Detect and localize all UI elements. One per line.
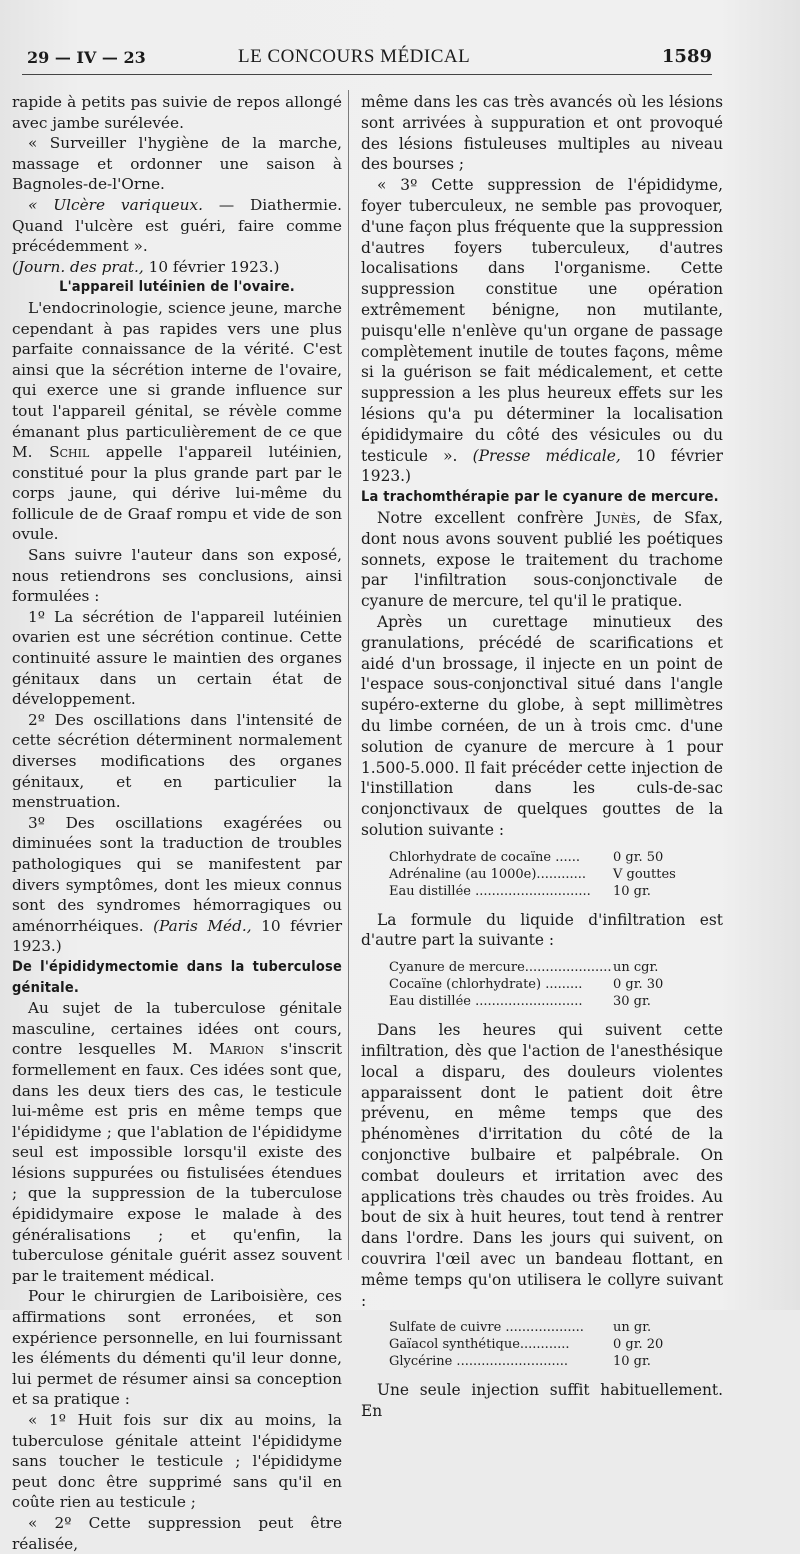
ingredient: Gaïacol synthétique............ [389, 1337, 570, 1353]
paragraph: Après un curettage minutieux des granulations, précédé de scarifications et aidé d'un brossage, il injecte en un point de l'espace sous-conjonctival situé dans l'angle supéro-externe du globe, à sept millimètres du limbe cornéen, de un à trois cmc. d'une solution de cyanure de mercure à 1 pour 1.500-5.000. Il fait précéder cette injection de l'instillation dans les culs-de-sac conjonctivaux de quelques gouttes de la solution suivante : [361, 612, 723, 839]
paragraph [12, 998, 342, 1286]
paragraph: « Surveiller l'hygiène de la marche, massage et ordonner une saison à Bagnoles-de-l'Orne. [12, 134, 342, 194]
paragraph: rapide à petits pas suivie de repos allongé avec jambe surélevée. [12, 93, 342, 132]
formula-row [389, 1319, 699, 1336]
source: (Presse médicale, [472, 446, 621, 465]
paragraph-text: appelle l'appareil lutéinien, constitué pour la plus grande part par le corps jaune, qui dérive lui-même du follicule de de Graaf rompu et vide de son ovule. [12, 443, 342, 544]
ingredient: Cyanure de mercure..................... [389, 960, 612, 976]
paragraph: Sans suivre l'auteur dans son exposé, nous retiendrons ses conclusions, ainsi formulées : [12, 546, 342, 606]
author-name: Schil [49, 443, 90, 462]
prescription-formula-3 [389, 1319, 699, 1370]
issue-date: 29 — IV — 23 [27, 48, 146, 67]
quantity: 10 gr. [613, 883, 651, 899]
paragraph [361, 508, 723, 612]
quantity: 0 gr. 50 [613, 849, 664, 865]
date: 10 février 1923.) [361, 446, 723, 486]
left-column [12, 92, 342, 1554]
formula-row [389, 1336, 699, 1353]
italic-label: « Ulcère variqueux. [28, 195, 203, 214]
section-heading: L'appareil lutéinien de l'ovaire. [59, 279, 295, 296]
paragraph [12, 195, 342, 257]
quantity: un gr. [613, 1320, 652, 1336]
formula-row [389, 1353, 699, 1370]
formula-row [389, 866, 699, 883]
quantity: 30 gr. [613, 994, 651, 1010]
prescription-formula-1 [389, 849, 699, 900]
formula-row [389, 849, 699, 866]
quantity: 0 gr. 30 [613, 977, 664, 993]
paragraph: Pour le chirurgien de Lariboisière, ces affirmations sont erronées, et son expérience personnelle, en lui fournissant les éléments du démenti qu'il leur donne, lui permet de résumer ainsi sa conception et sa pratique : [12, 1287, 342, 1409]
paragraph-text: , de Sfax, dont nous avons souvent publié les poétiques sonnets, expose le traitement du trachome par l'infiltration sous-conjonctivale de cyanure de mercure, tel qu'il le pratique. [361, 508, 723, 611]
ingredient: Chlorhydrate de cocaïne ...... [389, 849, 581, 865]
column-divider [348, 90, 349, 1260]
paragraph-text: Au sujet de la tuberculose génitale masculine, certaines idées ont cours, contre lesquelles M. [12, 999, 342, 1059]
paragraph [12, 298, 342, 545]
page-number: 1589 [661, 46, 712, 67]
reference [12, 257, 342, 278]
date: 10 février 1923.) [143, 257, 280, 276]
paragraph-text: — Diathermie. Quand l'ulcère est guéri, faire comme précédemment ». [12, 195, 342, 256]
journal-title: LE CONCOURS MÉDICAL [238, 46, 471, 67]
ingredient: Sulfate de cuivre ................... [389, 1320, 584, 1336]
conclusion-item: 1º La sécrétion de l'appareil lutéinien ovarien est une sécrétion continue. Cette continuité assure le maintien des organes génitaux dans un certain état de développement. [12, 607, 342, 709]
ingredient: Eau distillée ............................ [389, 883, 591, 899]
quantity: V gouttes [613, 866, 676, 882]
ingredient: Glycérine ........................... [389, 1354, 569, 1370]
page-header [22, 44, 712, 72]
quantity: 10 gr. [613, 1354, 651, 1370]
paragraph: même dans les cas très avancés où les lésions sont arrivées à suppuration et ont provoqué des lésions fistuleuses multiples au niveau des bourses ; [361, 93, 723, 174]
prescription-formula-2 [389, 959, 699, 1010]
section-heading: De l'épididymectomie dans la tuberculose génitale. [12, 958, 342, 996]
ingredient: Eau distillée .......................... [389, 994, 583, 1010]
paragraph-text: L'endocrinologie, science jeune, marche cependant à pas rapides vers une plus parfaite connaissance de la vérité. C'est ainsi que la sécrétion interne de l'ovaire, qui exerce une si grande influence sur tout l'appareil génital, se révèle comme émanant plus particulièrement de ce que M. [12, 298, 342, 462]
author-name: Junès [595, 508, 637, 527]
paragraph: « 1º Huit fois sur dix au moins, la tuberculose génitale atteint l'épididyme sans toucher le testicule ; l'épididyme peut donc être supprimé sans qu'il en coûte rien au testicule ; [12, 1411, 342, 1512]
ingredient: Adrénaline (au 1000e)............ [389, 866, 587, 882]
author-name: Marion [209, 1040, 264, 1059]
paragraph: La formule du liquide d'infiltration est d'autre part la suivante : [361, 910, 723, 950]
formula-row [389, 976, 699, 993]
formula-row [389, 993, 699, 1010]
source: (Journ. des prat., [12, 257, 144, 276]
source: (Paris Méd., [153, 916, 252, 935]
paragraph: Dans les heures qui suivent cette infiltration, dès que l'action de l'anesthésique local a disparu, des douleurs violentes apparaissent dont le patient doit être prévenu, en même temps que des phénomènes d'irritation du côté de la conjonctive bulbaire et palpébrale. On combat douleurs et irritation avec des applications très chaudes ou très froides. Au bout de six à huit heures, tout tend à rentrer dans l'ordre. Dans les jours qui suivent, on couvrira l'œil avec un bandeau flottant, en même temps qu'on utilisera le collyre suivant : [361, 1021, 723, 1310]
paragraph [361, 175, 723, 487]
paragraph-text: s'inscrit formellement en faux. Ces idées sont que, dans les deux tiers des cas, le testicule lui-même est pris en même temps que l'épididyme ; que l'ablation de l'épididyme seul est impossible lorsqu'il existe des lésions suppurées ou fistulisées étendues ; que la suppression de la tuberculose épididymaire expose le malade à des généralisations ; et qu'enfin, la tuberculose génitale guérit assez souvent par le traitement médical. [12, 1040, 342, 1285]
paragraph-text: Notre excellent confrère [377, 508, 596, 527]
quantity: 0 gr. 20 [613, 1337, 664, 1353]
right-column [361, 92, 723, 1422]
conclusion-item: 2º Des oscillations dans l'intensité de cette sécrétion déterminent normalement diverses modifications des organes génitaux, et en particulier la menstruation. [12, 710, 342, 812]
date: 10 février 1923.) [12, 916, 343, 956]
ingredient: Cocaïne (chlorhydrate) ......... [389, 977, 583, 993]
paragraph: Une seule injection suffit habituellement. En [361, 1381, 723, 1421]
header-rule [22, 74, 712, 75]
paragraph-text: « 3º Cette suppression de l'épididyme, foyer tuberculeux, ne semble pas provoquer, d'une façon plus fréquente que la suppression d'autres foyers tuberculeux, d'autres localisations dans l'organisme. Cette suppression constitue une opération extrêmement bénigne, non mutilante, puisqu'elle n'enlève qu'un organe de passage complètement inutile de toutes façons, même si la guérison se fait médicalement, et cette suppression a les plus heureux effets sur les lésions qu'a pu déterminer la localisation épididymaire du côté des vésicules ou du testicule ». [361, 176, 723, 465]
formula-row [389, 883, 699, 900]
quantity: un cgr. [613, 960, 659, 976]
section-heading: La trachomthérapie par le cyanure de mercure. [361, 489, 719, 506]
conclusion-item [12, 813, 342, 957]
formula-row [389, 959, 699, 976]
paragraph-text: 3º Des oscillations exagérées ou diminuées sont la traduction de troubles pathologiques qui se manifestent par divers symptômes, dont les mieux connus sont des syndromes hémorragiques ou aménorrhéiques. [12, 813, 342, 935]
paragraph: « 2º Cette suppression peut être réalisée, [12, 1513, 342, 1553]
